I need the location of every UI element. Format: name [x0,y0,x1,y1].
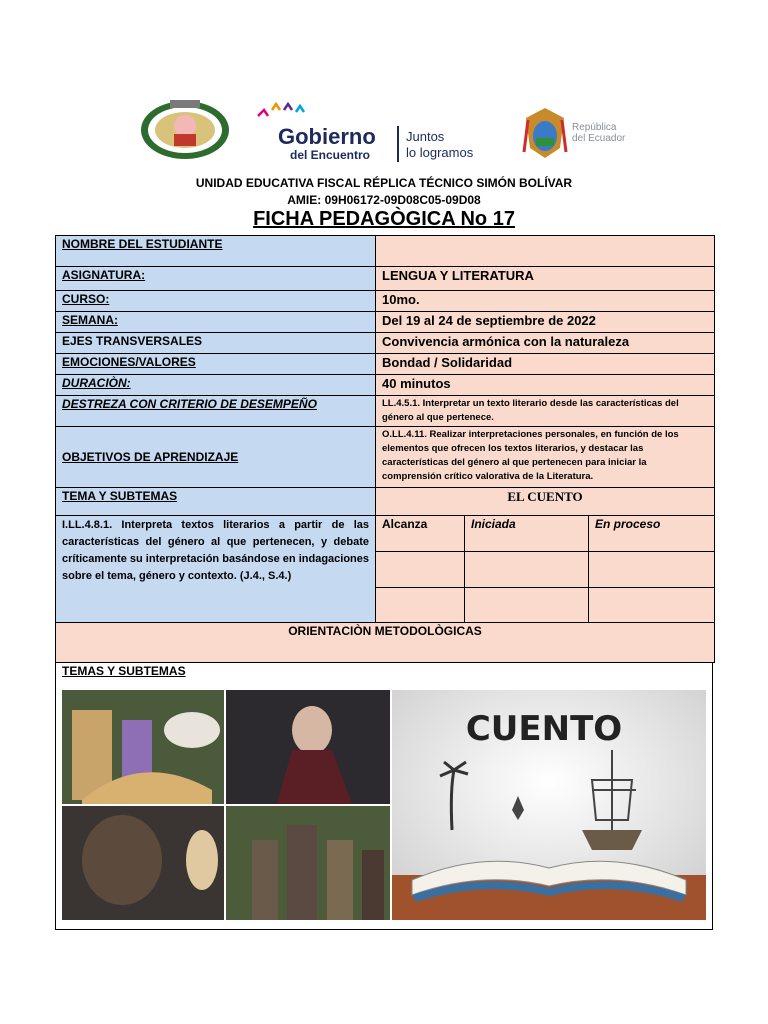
row-objetivos [56,427,715,488]
nombre-value[interactable] [376,236,715,267]
objetivos-label: OBJETIVOS DE APRENDIZAJE [56,427,376,488]
eval-cell[interactable] [589,552,715,588]
indicador-evaluacion: I.LL.4.8.1. Interpreta textos literarios a partir de las características del género al que pertenecen, y debate críticamente su interpretación basándose en indagaciones sobre el tema, género y contexto. (J.4., S.4.) [56,516,376,623]
cuento-book-image [392,690,706,920]
destreza-label: DESTREZA CON CRITERIO DE DESEMPEÑO [56,396,376,427]
school-seal-logo [140,96,230,160]
eval-header-en-proceso: En proceso [589,516,715,552]
asignatura-label: ASIGNATURA: [56,267,376,291]
row-eval-headers [56,516,715,552]
orientacion-heading: ORIENTACIÒN METODOLÒGICAS [56,623,715,663]
republica-ecuador-logo [522,108,652,160]
cuento-image-title: CUENTO [465,709,623,749]
slogan [406,129,473,161]
row-curso [56,291,715,312]
eval-cell[interactable] [465,588,589,623]
eval-cell[interactable] [589,588,715,623]
slogan-line-2: lo logramos [406,145,474,160]
duracion-label: DURACIÒN: [56,375,376,396]
eval-header-iniciada: Iniciada [465,516,589,552]
semana-label: SEMANA: [56,312,376,333]
emociones-value: Bondad / Solidaridad [376,354,715,375]
row-nombre [56,236,715,267]
ecuador-line-1: República [572,122,617,133]
slogan-line-1: Juntos [406,129,445,144]
row-orientacion [56,623,715,663]
ejes-label: EJES TRANSVERSALES [56,333,376,354]
curso-label: CURSO: [56,291,376,312]
page-title: FICHA PEDAGÒGICA No 17 [253,208,515,230]
ecuador-text [572,122,625,144]
eval-header-alcanza: Alcanza [376,516,465,552]
eval-cell[interactable] [376,552,465,588]
row-tema [56,488,715,516]
fairy-tale-collage-image [62,690,390,920]
ecuador-line-2: del Ecuador [572,133,626,144]
eval-cell[interactable] [376,588,465,623]
gobierno-encuentro-logo [256,102,506,162]
gobierno-subtitle: del Encuentro [290,148,371,162]
eval-cell[interactable] [465,552,589,588]
ejes-value: Convivencia armónica con la naturaleza [376,333,715,354]
ecuador-coat-of-arms-icon [522,108,568,160]
header-logos [136,96,656,166]
row-duracion [56,375,715,396]
ficha-table [55,235,715,663]
row-asignatura [56,267,715,291]
semana-value: Del 19 al 24 de septiembre de 2022 [376,312,715,333]
row-destreza [56,396,715,427]
emociones-label: EMOCIONES/VALORES [56,354,376,375]
logo-divider [397,126,399,162]
row-emociones [56,354,715,375]
nombre-label: NOMBRE DEL ESTUDIANTE [56,236,376,267]
tema-value: EL CUENTO [376,488,715,516]
objetivos-value: O.LL.4.11. Realizar interpretaciones personales, en función de los elementos que ofrecen los textos literarios, y destacar las características del género al que pertenecen para iniciar la comprensión crítico valorativa de la Literatura. [376,427,715,488]
gobierno-wordmark: Gobierno [278,124,376,149]
tema-label: TEMA Y SUBTEMAS [56,488,376,516]
institution-name: UNIDAD EDUCATIVA FISCAL RÉPLICA TÉCNICO SIMÓN BOLÍVAR [195,176,573,190]
amie-code: AMIE: 09H06172-09D08C05-09D08 [287,193,481,207]
temas-heading: TEMAS Y SUBTEMAS [62,664,186,678]
row-ejes [56,333,715,354]
curso-value: 10mo. [376,291,715,312]
row-semana [56,312,715,333]
duracion-value: 40 minutos [376,375,715,396]
asignatura-value: LENGUA Y LITERATURA [376,267,715,291]
destreza-value: LL.4.5.1. Interpretar un texto literario desde las características del género al que pertenece. [376,396,715,427]
